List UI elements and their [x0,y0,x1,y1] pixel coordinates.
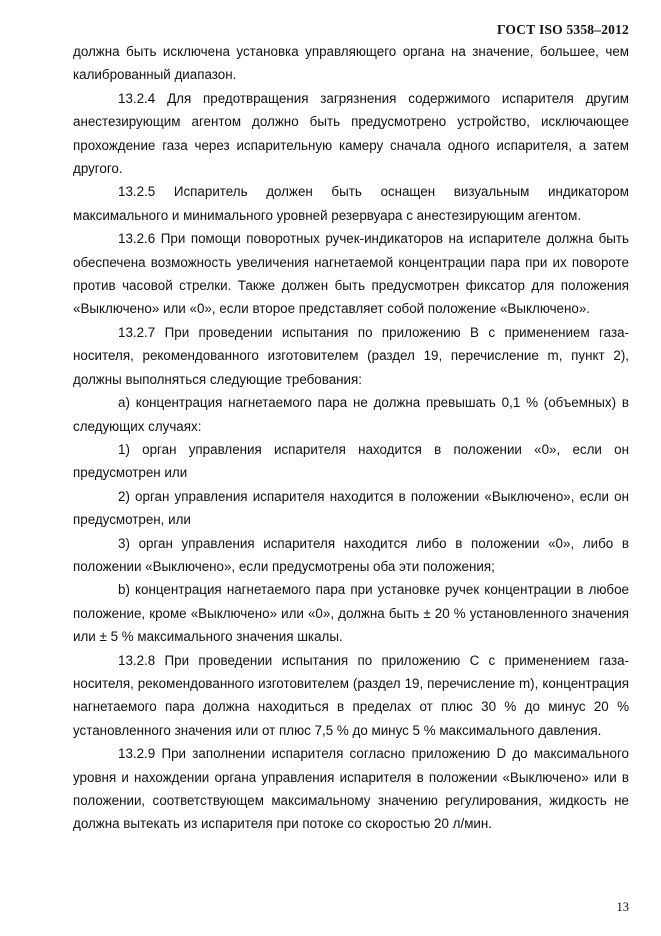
list-item-a: a) концентрация нагнетаемого пара не должна превышать 0,1 % (объемных) в следующих случаях: [73,395,629,434]
list-item-1: 1) орган управления испарителя находится в положении «0», если он предусмотрен или [73,441,629,481]
list-item-2: 2) орган управления испарителя находится в положении «Выключено», если он предусмотрен, или [73,488,629,528]
paragraph-13-2-9: 13.2.9 При заполнении испарителя согласно приложению D до максимального уровня и нахождении органа управления испарителя в положении «Выключено» или в положении, соответствующем максимальному значению регулирования, жидкость не должна вытекать из испарителя при потоке со скоростью 20 л/мин. [73,746,629,832]
paragraph-continuation: должна быть исключена установка управляющего органа на значение, большее, чем калиброванный диапазон. [73,44,629,83]
page-number: 13 [616,900,629,914]
paragraph-13-2-4: 13.2.4 Для предотвращения загрязнения содержимого испарителя другим анестезирующим агентом должно быть предусмотрено устройство, исключающее прохождение газа через испарительную камеру сначала одного испарителя, а затем другого. [73,90,629,177]
paragraph-13-2-7: 13.2.7 При проведении испытания по приложению B с применением газа-носителя, рекомендованного изготовителем (раздел 19, перечисление m, пункт 2), должны выполняться следующие требования: [73,324,629,387]
document-code-header: ГОСТ ISO 5358–2012 [496,22,629,37]
paragraph-13-2-5: 13.2.5 Испаритель должен быть оснащен визуальным индикатором максимального и минимального уровней резервуара с анестезирующим агентом. [73,184,629,223]
paragraph-13-2-8: 13.2.8 При проведении испытания по приложению C с применением газа-носителя, рекомендованного изготовителем (раздел 19, перечисление m), концентрация нагнетаемого пара должна находиться в пределах от плюс 30 % до минус 20 % установленного значения или от плюс 7,5 % до минус 5 % максимального давления. [73,652,629,738]
paragraph-13-2-6: 13.2.6 При помощи поворотных ручек-индикаторов на испарителе должна быть обеспечена возможность увеличения нагнетаемой концентрации пара при их повороте против часовой стрелки. Также должен быть предусмотрен фиксатор для положения «Выключено» или «0», если второе представляет собой положение «Выключено». [73,231,629,317]
list-item-3: 3) орган управления испарителя находится либо в положении «0», либо в положении «Выключено», если предусмотрены оба эти положения; [73,535,629,574]
document-body [73,40,629,836]
list-item-b: b) концентрация нагнетаемого пара при установке ручек концентрации в любое положение, кроме «Выключено» или «0», должна быть ± 20 % установленного значения или ± 5 % максимального значения шкалы. [73,582,629,645]
